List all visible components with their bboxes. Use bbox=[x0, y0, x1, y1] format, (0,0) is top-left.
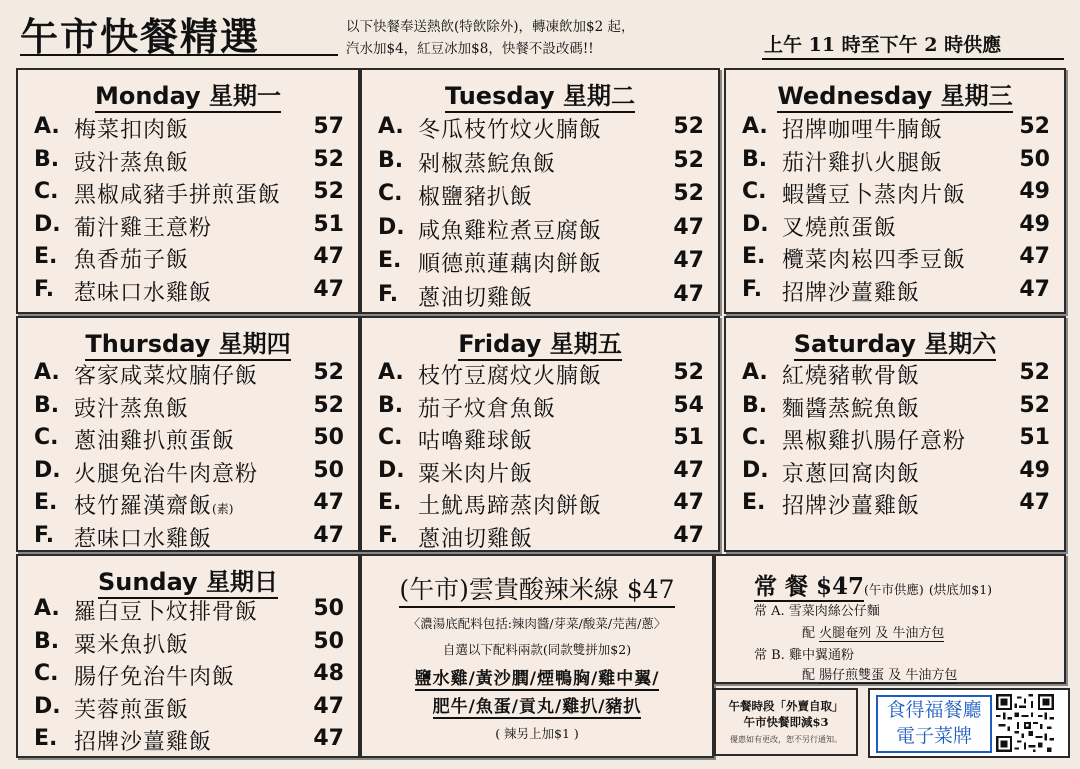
item-name: 順德煎蓮藕肉餅飯 bbox=[418, 252, 603, 277]
item-name: 咕嚕雞球飯 bbox=[418, 429, 534, 454]
item-price: 50 bbox=[1019, 146, 1050, 172]
title-underline bbox=[20, 54, 338, 56]
item-name: 蔥油雞扒煎蛋飯 bbox=[74, 429, 236, 454]
item-price: 52 bbox=[673, 360, 704, 385]
menu-item bbox=[378, 179, 704, 209]
menu-item bbox=[34, 391, 344, 421]
day-title-text: Sunday 星期日 bbox=[98, 568, 278, 599]
noodle-title: (午市)雲貴酸辣米線 $47 bbox=[362, 570, 712, 606]
item-name: 京蔥回窩肉飯 bbox=[782, 461, 921, 487]
day-title bbox=[726, 324, 1064, 359]
item-letter: B. bbox=[34, 628, 60, 654]
item-name: 叉燒煎蛋飯 bbox=[782, 215, 898, 241]
day-title bbox=[18, 324, 358, 359]
day-panel-friday bbox=[360, 316, 720, 552]
menu-item bbox=[378, 391, 704, 421]
noodle-choose-note: 自選以下配料兩款(同款雙拼加$2) bbox=[442, 642, 632, 657]
item-name: 豉汁蒸魚飯 bbox=[74, 396, 190, 422]
noodle-options-line-1: 鹽水雞/黃沙膶/煙鴨胸/雞中翼/ bbox=[414, 669, 660, 689]
day-panel-monday bbox=[16, 68, 360, 314]
item-letter: D. bbox=[742, 211, 769, 237]
item-letter: E. bbox=[742, 490, 766, 515]
item-price: 47 bbox=[673, 214, 704, 240]
menu-item bbox=[378, 456, 704, 486]
item-letter: B. bbox=[378, 392, 404, 418]
item-price: 47 bbox=[313, 726, 344, 751]
item-name: 咸魚雞粒煮豆腐飯 bbox=[418, 218, 603, 244]
item-letter: E. bbox=[34, 244, 58, 269]
item-price: 47 bbox=[673, 457, 704, 483]
item-letter: D. bbox=[34, 457, 61, 483]
item-letter: E. bbox=[742, 244, 766, 269]
item-letter: C. bbox=[34, 179, 59, 204]
day-panel-tuesday bbox=[360, 68, 720, 314]
menu-item bbox=[34, 488, 344, 518]
noodle-spicy-note: ( 辣另上加$1 ) bbox=[495, 726, 579, 741]
menu-item bbox=[742, 145, 1050, 175]
item-price: 47 bbox=[673, 248, 704, 273]
item-price: 47 bbox=[1019, 490, 1050, 515]
item-letter: D. bbox=[742, 457, 769, 483]
item-name: 梅菜扣肉飯 bbox=[74, 118, 190, 143]
item-name: 火腿免治牛肉意粉 bbox=[74, 461, 259, 487]
item-name: 土魷馬蹄蒸肉餅飯 bbox=[418, 494, 603, 519]
item-price: 52 bbox=[673, 147, 704, 173]
noodle-base-note: 〈濃湯底配料包括:辣肉醬/芽菜/酸菜/芫茜/蔥〉 bbox=[407, 616, 667, 631]
day-panel-wednesday bbox=[724, 68, 1066, 314]
item-name: 枝竹豆腐炆火腩飯 bbox=[418, 364, 603, 389]
item-price: 47 bbox=[313, 490, 344, 515]
set-meal-title: 常 餐 $47 bbox=[754, 573, 865, 600]
item-letter: B. bbox=[34, 392, 60, 418]
set-meal-toast-note: (烘底加$1) bbox=[928, 582, 993, 597]
item-name: 蔥油切雞飯 bbox=[418, 526, 534, 552]
e-menu-box[interactable] bbox=[868, 688, 1070, 758]
menu-item bbox=[34, 692, 344, 722]
menu-item bbox=[34, 594, 344, 624]
promo-line-1: 午餐時段「外賣自取」 bbox=[728, 699, 844, 713]
item-price: 49 bbox=[1019, 179, 1050, 204]
e-menu-label[interactable] bbox=[876, 695, 992, 753]
menu-item bbox=[34, 423, 344, 453]
drink-note-line-2: 汽水加$4，紅豆冰加$8，快餐不設改碼!! bbox=[346, 41, 594, 57]
item-price: 52 bbox=[1019, 392, 1050, 418]
item-name: 紅燒豬軟骨飯 bbox=[782, 364, 921, 389]
item-price: 52 bbox=[313, 392, 344, 418]
menu-item bbox=[34, 177, 344, 207]
item-name: 黑椒雞扒腸仔意粉 bbox=[782, 429, 967, 454]
set-b-line-1: 常 B. 雞中翼通粉 bbox=[754, 648, 854, 663]
menu-item bbox=[34, 242, 344, 272]
item-price: 47 bbox=[313, 693, 344, 719]
item-price: 47 bbox=[313, 276, 344, 302]
item-price: 52 bbox=[313, 360, 344, 385]
item-letter: F. bbox=[34, 276, 55, 302]
set-meal-time-note: (午市供應) bbox=[864, 582, 924, 597]
qr-code-icon[interactable] bbox=[996, 694, 1054, 752]
item-name: 羅白豆卜炆排骨飯 bbox=[74, 600, 259, 625]
item-name: 粟米肉片飯 bbox=[418, 461, 534, 487]
item-letter: A. bbox=[742, 114, 768, 139]
item-price: 52 bbox=[313, 146, 344, 172]
item-price: 47 bbox=[313, 522, 344, 548]
menu-item bbox=[742, 488, 1050, 518]
day-title-text: Monday 星期一 bbox=[95, 82, 281, 113]
item-price: 47 bbox=[313, 244, 344, 269]
menu-item bbox=[34, 659, 344, 689]
item-name: 豉汁蒸魚飯 bbox=[74, 150, 190, 176]
item-letter: C. bbox=[742, 179, 767, 204]
item-price: 47 bbox=[673, 522, 704, 548]
menu-item bbox=[378, 423, 704, 453]
takeaway-promo bbox=[714, 688, 858, 756]
item-letter: A. bbox=[34, 596, 60, 621]
day-title-text: Friday 星期五 bbox=[458, 330, 622, 361]
item-price: 52 bbox=[673, 181, 704, 206]
item-letter: C. bbox=[378, 425, 403, 450]
noodle-options-line-2: 肥牛/魚蛋/貢丸/雞扒/豬扒 bbox=[432, 697, 642, 717]
item-letter: C. bbox=[378, 181, 403, 206]
set-meal-title-row bbox=[754, 568, 992, 601]
menu-item bbox=[742, 391, 1050, 421]
day-title bbox=[726, 76, 1064, 111]
serving-hours: 上午 11 時至下午 2 時供應 bbox=[764, 34, 1002, 56]
item-letter: A. bbox=[34, 114, 60, 139]
menu-item bbox=[378, 488, 704, 518]
day-title-text: Thursday 星期四 bbox=[85, 330, 290, 361]
promo-line-2: 午市快餐即減$3 bbox=[743, 715, 829, 729]
day-title-text: Saturday 星期六 bbox=[794, 330, 997, 361]
item-name: 茄子炆倉魚飯 bbox=[418, 396, 557, 422]
menu-item bbox=[34, 210, 344, 240]
item-price: 51 bbox=[313, 211, 344, 237]
item-price: 47 bbox=[1019, 244, 1050, 269]
item-name: 腸仔免治牛肉飯 bbox=[74, 665, 236, 690]
item-letter: D. bbox=[34, 693, 61, 719]
item-name: 魚香茄子飯 bbox=[74, 248, 190, 273]
hours-underline bbox=[762, 58, 1064, 60]
item-price: 49 bbox=[1019, 211, 1050, 237]
item-price: 52 bbox=[313, 179, 344, 204]
day-title bbox=[362, 324, 718, 359]
item-price: 49 bbox=[1019, 457, 1050, 483]
item-price: 52 bbox=[673, 114, 704, 139]
item-name: 招牌沙薑雞飯 bbox=[782, 280, 921, 306]
item-letter: C. bbox=[34, 425, 59, 450]
menu-item bbox=[378, 146, 704, 176]
item-price: 47 bbox=[1019, 276, 1050, 302]
menu-item bbox=[378, 213, 704, 243]
item-name: 客家咸菜炆腩仔飯 bbox=[74, 364, 259, 389]
set-a-line-1: 常 A. 雪菜肉絲公仔麵 bbox=[754, 604, 880, 619]
item-price: 51 bbox=[1019, 425, 1050, 450]
menu-item bbox=[742, 177, 1050, 207]
menu-item bbox=[742, 242, 1050, 272]
item-name: 椒鹽豬扒飯 bbox=[418, 185, 534, 210]
item-price: 52 bbox=[1019, 360, 1050, 385]
menu-item bbox=[742, 210, 1050, 240]
item-letter: A. bbox=[378, 114, 404, 139]
noodle-panel bbox=[360, 554, 714, 758]
day-title-text: Tuesday 星期二 bbox=[445, 82, 635, 113]
day-title-text: Wednesday 星期三 bbox=[777, 82, 1012, 113]
day-panel-sunday bbox=[16, 554, 360, 758]
item-name: 芙蓉煎蛋飯 bbox=[74, 697, 190, 723]
menu-item bbox=[34, 627, 344, 657]
item-price: 48 bbox=[313, 661, 344, 686]
menu-item bbox=[378, 280, 704, 310]
item-name: 蝦醬豆卜蒸肉片飯 bbox=[782, 183, 967, 208]
item-letter: D. bbox=[378, 214, 405, 240]
item-name: 剁椒蒸鯇魚飯 bbox=[418, 151, 557, 177]
item-name: 惹味口水雞飯 bbox=[74, 526, 213, 552]
item-name: 枝竹羅漢齋飯(素) bbox=[74, 494, 234, 519]
drink-note bbox=[346, 16, 635, 60]
menu-item bbox=[34, 145, 344, 175]
item-letter: E. bbox=[378, 490, 402, 515]
item-letter: D. bbox=[378, 457, 405, 483]
item-price: 57 bbox=[313, 114, 344, 139]
menu-item bbox=[378, 521, 704, 551]
menu-item bbox=[742, 275, 1050, 305]
menu-item bbox=[34, 275, 344, 305]
item-letter: E. bbox=[34, 726, 58, 751]
menu-item bbox=[34, 456, 344, 486]
item-letter: F. bbox=[742, 276, 763, 302]
item-letter: F. bbox=[378, 522, 399, 548]
page-title: 午市快餐精選 bbox=[20, 14, 261, 59]
menu-item bbox=[378, 358, 704, 388]
item-letter: D. bbox=[34, 211, 61, 237]
item-name: 招牌咖哩牛腩飯 bbox=[782, 118, 944, 143]
day-title bbox=[18, 562, 358, 597]
day-title bbox=[18, 76, 358, 111]
item-letter: A. bbox=[34, 360, 60, 385]
item-name: 欖菜肉崧四季豆飯 bbox=[782, 248, 967, 273]
item-price: 54 bbox=[673, 392, 704, 418]
item-name: 惹味口水雞飯 bbox=[74, 280, 213, 306]
item-price: 50 bbox=[313, 425, 344, 450]
drink-note-line-1: 以下快餐奉送熱飲(特飲除外)，轉凍飲加$2 起， bbox=[346, 19, 635, 35]
set-b-line-2: 配 腸仔煎雙蛋 及 牛油方包 bbox=[802, 668, 958, 683]
item-letter: E. bbox=[34, 490, 58, 515]
menu-item bbox=[742, 358, 1050, 388]
item-name: 茄汁雞扒火腿飯 bbox=[782, 150, 944, 176]
menu-item bbox=[742, 112, 1050, 142]
menu-item bbox=[34, 358, 344, 388]
e-menu-text: 電子菜牌 bbox=[895, 725, 972, 747]
item-price: 51 bbox=[673, 425, 704, 450]
menu-item bbox=[34, 112, 344, 142]
item-name: 黑椒咸豬手拼煎蛋飯 bbox=[74, 183, 282, 208]
menu-item bbox=[378, 246, 704, 276]
item-letter: B. bbox=[378, 147, 404, 173]
menu-item bbox=[742, 423, 1050, 453]
menu-item bbox=[378, 112, 704, 142]
promo-line-3: 優惠如有更改，恕不另行通知。 bbox=[730, 735, 842, 744]
day-panel-thursday bbox=[16, 316, 360, 552]
item-letter: A. bbox=[378, 360, 404, 385]
item-letter: F. bbox=[378, 281, 399, 307]
item-letter: B. bbox=[742, 146, 768, 172]
item-letter: A. bbox=[742, 360, 768, 385]
item-name: 招牌沙薑雞飯 bbox=[782, 494, 921, 519]
item-name: 葡汁雞王意粉 bbox=[74, 215, 213, 241]
header bbox=[0, 0, 1080, 66]
item-name: 蔥油切雞飯 bbox=[418, 285, 534, 311]
item-letter: B. bbox=[34, 146, 60, 172]
item-price: 50 bbox=[313, 457, 344, 483]
item-name: 招牌沙薑雞飯 bbox=[74, 730, 213, 755]
item-name: 麵醬蒸鯇魚飯 bbox=[782, 396, 921, 422]
item-price: 52 bbox=[1019, 114, 1050, 139]
item-letter: C. bbox=[742, 425, 767, 450]
menu-item bbox=[34, 724, 344, 754]
item-letter: C. bbox=[34, 661, 59, 686]
item-price: 50 bbox=[313, 628, 344, 654]
day-panel-saturday bbox=[724, 316, 1066, 552]
item-letter: E. bbox=[378, 248, 402, 273]
item-price: 50 bbox=[313, 596, 344, 621]
item-name: 粟米魚扒飯 bbox=[74, 632, 190, 658]
day-title bbox=[362, 76, 718, 111]
item-letter: B. bbox=[742, 392, 768, 418]
menu-item bbox=[34, 521, 344, 551]
item-note: (素) bbox=[212, 502, 234, 516]
item-letter: F. bbox=[34, 522, 55, 548]
menu-item bbox=[742, 456, 1050, 486]
item-price: 47 bbox=[673, 281, 704, 307]
set-meal-panel bbox=[714, 554, 1066, 684]
restaurant-name: 食得福餐廳 bbox=[886, 699, 982, 721]
item-price: 47 bbox=[673, 490, 704, 515]
set-a-line-2: 配 火腿奄列 及 牛油方包 bbox=[802, 626, 945, 641]
item-name: 冬瓜枝竹炆火腩飯 bbox=[418, 118, 603, 143]
